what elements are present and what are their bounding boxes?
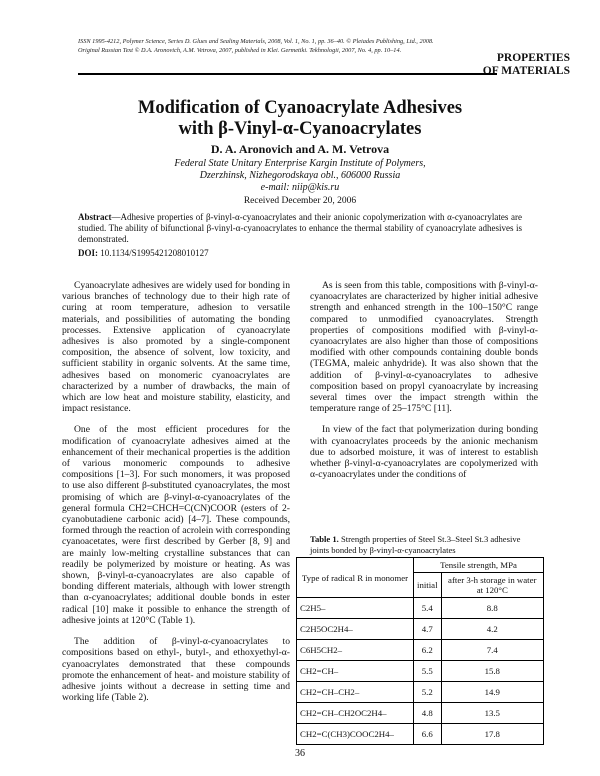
table-row	[297, 682, 544, 703]
table-row	[297, 640, 544, 661]
paragraph: In view of the fact that polymerization during bonding with cyanoacrylates proceeds by the anionic mechanism due to adsorbed moisture, it was of interest to establish whether β-vinyl-α-cyanoacrylates are copolymerized with α-cyanoacrylates under the conditions of	[310, 424, 538, 481]
doi-label: DOI:	[78, 248, 98, 258]
section-line-1: PROPERTIES	[496, 52, 570, 64]
affiliation-line-1: Federal State Unitary Enterprise Kargin Institute of Polymers,	[174, 158, 426, 169]
cell-radical: C2H5–	[297, 598, 414, 619]
cell-after: 8.8	[441, 598, 543, 619]
table-header-type: Type of radical R in monomer	[297, 558, 414, 598]
received-date: Received December 20, 2006	[243, 196, 357, 206]
affiliation	[0, 158, 600, 194]
cell-initial: 6.2	[414, 640, 442, 661]
page-number: 36	[295, 748, 305, 759]
abstract	[78, 212, 522, 245]
cell-radical: C6H5CH2–	[297, 640, 414, 661]
abstract-text: —Adhesive properties of β-vinyl-α-cyanoacrylates and their anionic copolymerization with α-cyanoacrylates are studied. The ability of bifunctional β-vinyl-α-cyanoacrylates to enhance the thermal stability of cyanoacrylate adhesives is demonstrated.	[78, 212, 522, 244]
authors: D. A. Aronovich and A. M. Vetrova	[210, 142, 390, 156]
abstract-label: Abstract	[78, 212, 112, 222]
journal-line-2: Original Russian Text © D.A. Aronovich, A.M. Vetrova, 2007, published in Klei. Germetiki. Tekhnologii, 2007, No. 4, pp. 10–14.	[78, 47, 402, 54]
table-header-initial: initial	[414, 573, 442, 598]
journal-line-1: ISSN 1995-4212, Polymer Science, Series D. Glues and Sealing Materials, 2008, Vol. 1, No. 1, pp. 36–40. © Pleiades Publishing, Ltd., 2008.	[78, 38, 434, 45]
table-row	[297, 619, 544, 640]
cell-radical: CH2=C(CH3)COOC2H4–	[297, 724, 414, 745]
paragraph: The addition of β-vinyl-α-cyanoacrylates to compositions based on ethyl-, butyl-, and ethoxyethyl-α-cyanoacrylates demonstrated that these compounds promote the enhancement of heat- and moisture stability of adhesive joints without a decrease in setting time and working life (Table 2).	[62, 636, 290, 704]
cell-initial: 4.8	[414, 703, 442, 724]
article-title	[0, 98, 600, 140]
table-row	[297, 661, 544, 682]
table-header-group: Tensile strength, MPa	[414, 558, 544, 573]
table-row	[297, 724, 544, 745]
cell-after: 7.4	[441, 640, 543, 661]
affiliation-line-2: Dzerzhinsk, Nizhegorodskaya obl., 606000 Russia	[199, 170, 401, 181]
section-rule	[78, 73, 497, 75]
body-right-column	[310, 280, 538, 490]
cell-radical: CH2=CH–CH2–	[297, 682, 414, 703]
cell-after: 4.2	[441, 619, 543, 640]
table-row	[297, 703, 544, 724]
doi	[78, 248, 209, 258]
cell-radical: CH2=CH–CH2OC2H4–	[297, 703, 414, 724]
cell-after: 17.8	[441, 724, 543, 745]
title-line-2: with β-Vinyl-α-Cyanoacrylates	[178, 119, 422, 139]
strength-table	[296, 557, 544, 745]
table-row	[297, 598, 544, 619]
paragraph: Cyanoacrylate adhesives are widely used for bonding in various branches of technology due to their high rate of curing at room temperature, adhesion to versatile materials, and possibilities of automating the bonding processes. Extensive application of cyanoacrylate adhesives is also promoted by a single-component composition, the absence of solvent, low toxicity, and sufficient stability in organic solvents. At the same time, adhesives based on monomeric cyanoacrylates are characterized by a number of drawbacks, the main of which are low heat and moisture stability, elasticity, and impact resistance.	[62, 280, 290, 415]
journal-info	[78, 37, 538, 55]
cell-initial: 5.5	[414, 661, 442, 682]
body-left-column	[62, 280, 290, 713]
cell-initial: 6.6	[414, 724, 442, 745]
paragraph: As is seen from this table, compositions with β-vinyl-α-cyanoacrylates are characterized by higher initial adhesive strength and enhanced strength in the 100–150°C range compared to unmodified cyanoacrylates. Strength properties of compositions modified with β-vinyl-α-cyanoacrylates are also higher than those of compositions modified with other compounds containing double bonds (TEGMA, maleic anhydride). It was also shown that the addition of β-vinyl-α-cyanoacrylates to adhesive composition based on propyl cyanoacrylate by increasing several times over the impact strength within the temperature range of 25–175°C [11].	[310, 280, 538, 415]
table-header-after: after 3-h storage in water at 120°C	[441, 573, 543, 598]
table-caption-text: Strength properties of Steel St.3–Steel St.3 adhesive joints bonded by β-vinyl-α-cyanoacrylates	[310, 534, 521, 555]
cell-radical: CH2=CH–	[297, 661, 414, 682]
cell-initial: 4.7	[414, 619, 442, 640]
title-line-1: Modification of Cyanoacrylate Adhesives	[137, 98, 463, 118]
table-caption-label: Table 1.	[310, 534, 339, 544]
table-caption	[310, 534, 538, 555]
cell-after: 15.8	[441, 661, 543, 682]
doi-value: 10.1134/S1995421208010127	[100, 248, 209, 258]
cell-after: 13.5	[441, 703, 543, 724]
cell-initial: 5.4	[414, 598, 442, 619]
email: e-mail: niip@kis.ru	[260, 182, 340, 193]
cell-after: 14.9	[441, 682, 543, 703]
section-line-2: OF MATERIALS	[482, 65, 570, 77]
paragraph: One of the most efficient procedures for the modification of cyanoacrylate adhesives aimed at the enhancement of their mechanical properties is the addition of various monomeric compounds to adhesive compositions [1–3]. For such monomers, it was proposed to use also different β-substituted cyanoacrylates, the most promising of which are β-vinyl-α-cyanoacrylates of the general formula CH2=CHCH=C(CN)COOR (esters of 2-cyanobutadiene carbonic acid) [4–7]. These compounds, formed through the reaction of acrolein with corresponding cyanoacetates, were first described by Gerber [8, 9] and are mainly low-melting crystalline substances that can readily be polymerized by moisture or heating. As was shown, β-vinyl-α-cyanoacrylates are also capable of bonding different materials, although with lower strength than α-cyanoacrylates; additional double bonds in ester radical [10] make it possible to enhance the strength of adhesive joints at 120°C (Table 1).	[62, 424, 290, 626]
cell-radical: C2H5OC2H4–	[297, 619, 414, 640]
cell-initial: 5.2	[414, 682, 442, 703]
